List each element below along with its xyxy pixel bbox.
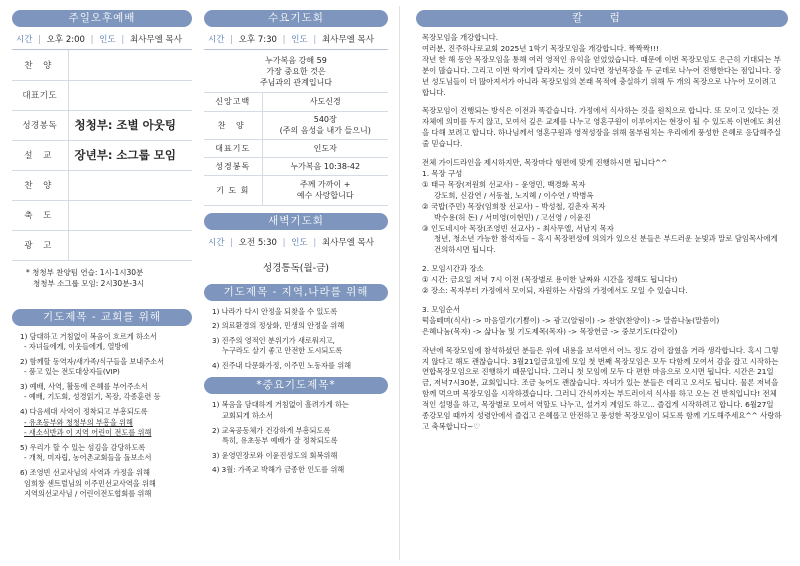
prayer-main: 3) 윤영민장로와 이윤진성도의 회복위해 xyxy=(212,450,338,460)
sermon-title-line: 주님과의 관계입니다 xyxy=(259,78,333,87)
order-row xyxy=(204,111,388,139)
order-row xyxy=(204,157,388,175)
column-body xyxy=(416,27,788,433)
sunday-service-title: 주일오후예배 xyxy=(12,10,192,27)
prayer-main: 4) 3월: 가족교 박해가 금종한 인도를 위해 xyxy=(212,465,345,475)
order-value: 사도신경 xyxy=(262,93,388,111)
order-key: 찬 양 xyxy=(12,50,68,80)
column-list-item: 강도희, 신감연 / 서동철, 노지혜 / 이수연 / 박병옥 xyxy=(434,190,594,200)
order-key: 찬 양 xyxy=(204,111,262,139)
sunday-time-row xyxy=(12,27,192,45)
column-list-item: 떡을떼며(식사) -> 마음열기(기쁨이) -> 광고(알림이) -> 찬양(찬양이) -> 말씀나눔(말씀이) xyxy=(422,315,720,325)
dawn-bible-reading: 성경통독(월-금) xyxy=(263,262,329,274)
order-row xyxy=(204,93,388,111)
prayer-sub: - 품고 있는 전도대상자들(VIP) xyxy=(24,367,120,377)
list-item xyxy=(20,443,188,464)
column-list-item: 청년, 청소년 가능한 참석자들 – 혹시 목장편성에 의의가 있으신 분들은 부드러운 눈빛과 말로 담임목사에게 건의하시면 됩니다. xyxy=(434,234,778,255)
order-key: 축 도 xyxy=(12,200,68,230)
prayer-main: 1) 나라가 다시 안정을 되찾을 수 있도록 xyxy=(212,306,338,316)
time-label: 시간 xyxy=(208,237,225,248)
dawn-time: 오전 5:30 xyxy=(238,237,277,248)
lead-label: 인도 xyxy=(291,237,308,248)
sunday-time: 오후 2:00 xyxy=(46,35,85,45)
church-prayer-list xyxy=(12,326,192,500)
column-list-item: 은혜나눔(목자) -> 삶나눔 및 기도제목(목자) -> 목장헌금 -> 중보기도(다같이) xyxy=(422,326,678,336)
order-key: 기 도 회 xyxy=(204,175,262,205)
column-title: 칼 럼 xyxy=(416,10,788,27)
prayer-main: 2) 교육공동체가 건강하게 부흥되도록 xyxy=(212,425,331,435)
column-article xyxy=(416,10,788,441)
order-key: 대표기도 xyxy=(204,139,262,157)
list-item xyxy=(212,465,384,476)
wednesday-service-title: 수요기도회 xyxy=(204,10,388,27)
order-row xyxy=(12,230,192,260)
dawn-leader: 최사무엘 목사 xyxy=(321,237,374,248)
lead-label: 인도 xyxy=(291,35,308,45)
list-item xyxy=(212,451,384,462)
wednesday-order-table xyxy=(204,93,388,206)
list-item xyxy=(20,407,188,439)
sunday-order-table xyxy=(12,50,192,261)
list-item xyxy=(20,332,188,353)
order-key: 광 고 xyxy=(12,230,68,260)
column-list-item: ③ 인도네시아 목장(조영빈 선교사) – 최사무엘, 서남지 목자 xyxy=(422,223,614,233)
prayer-main: 1) 복음을 담대하게 거침없이 흘려가게 하는 xyxy=(212,400,349,410)
prayer-sub: - 새소식반과 이 지역 어린이 전도를 위해 xyxy=(24,428,152,438)
order-key: 대표기도 xyxy=(12,80,68,110)
order-value: 청청부: 조별 아웃팅 xyxy=(68,110,192,140)
order-value: 누가복음 10:38-42 xyxy=(262,157,388,175)
order-key: 찬 양 xyxy=(12,170,68,200)
lead-label: 인도 xyxy=(99,35,116,45)
order-row xyxy=(204,139,388,157)
column-paragraph: 전체 가이드라인을 제시하지만, 목장마다 형편에 맞게 진행하시면 됩니다^^ xyxy=(422,158,668,168)
column-heading: 목장모임을 개강합니다. xyxy=(422,33,499,42)
order-value xyxy=(68,230,192,260)
column-list-item: ② 장소: 목자부터 가정에서 모이되, 자원하는 사람의 가정에서도 모일 수 있습니다. xyxy=(422,286,688,296)
note-line: * 청청부 찬양팀 연습: 1시-1시30분 xyxy=(26,267,144,277)
order-value xyxy=(262,111,388,139)
separator: | xyxy=(313,237,317,248)
order-row xyxy=(12,80,192,110)
separator: | xyxy=(282,237,286,248)
order-row xyxy=(12,50,192,80)
prayer-sub: 임희창 센트럴님의 이주민선교사역을 위해 xyxy=(24,478,156,488)
prayer-main: 6) 조영빈 선교사님의 사역과 가정을 위해 xyxy=(20,468,150,478)
column-list-item: ① 시간: 금요일 저녁 7시 이전 (목장별로 용이한 날짜와 시간을 정해도 됩니다!) xyxy=(422,275,678,285)
time-label: 시간 xyxy=(208,35,225,45)
nation-prayer-list xyxy=(204,301,388,372)
prayer-sub: 특히, 유초등부 예배가 잘 정착되도록 xyxy=(222,436,338,446)
column-list-heading: 2. 모임시간과 장소 xyxy=(422,264,484,274)
order-key: 설 교 xyxy=(12,140,68,170)
dawn-service-title: 새벽기도회 xyxy=(204,213,388,230)
prayer-main: 1) 담대하고 거침없이 복음이 흐르게 하소서 xyxy=(20,331,157,341)
order-key: 성경봉독 xyxy=(12,110,68,140)
middle-column xyxy=(204,10,388,480)
order-key: 성경봉독 xyxy=(204,157,262,175)
left-column xyxy=(12,10,192,504)
wednesday-time: 오후 7:30 xyxy=(238,35,277,45)
order-value xyxy=(68,80,192,110)
hymn-number: 540장 xyxy=(313,115,337,124)
prayer-main: 2) 함께할 동역자/새가족/식구들을 보내주소서 xyxy=(20,356,165,366)
column-list-heading: 1. 목장 구성 xyxy=(422,168,463,178)
column-paragraph: 목장모임이 진행되는 방식은 이전과 똑같습니다. 가정에서 식사하는 것을 원칙으로 합니다. 또 모이고 있다는 것 자체에 의미를 두지 않고, 모여서 깊은 교제를 나누고 영혼구원이 이루어지는 현장이 될 수 있도록 이번에도 최선을 다해 보려고 합니다. 하나님께서 영혼구원과 영적성장을 위해 몸부림치는 우리에게 풍성한 은혜로 응답해주실 줄 믿습니다. xyxy=(422,106,781,149)
prayer-main: 4) 다음세대 사역이 정착되고 부흥되도록 xyxy=(20,407,148,417)
order-row xyxy=(12,170,192,200)
prayer-song-line: 주께 가까이 + xyxy=(300,180,351,189)
separator: | xyxy=(282,35,286,45)
prayer-sub: - 개척, 미자립, 농어촌교회들을 돌보소서 xyxy=(24,453,152,463)
list-item xyxy=(20,357,188,378)
list-item xyxy=(212,307,384,318)
prayer-main: 5) 우리가 할 수 있는 섬김을 감당하도록 xyxy=(20,442,146,452)
separator: | xyxy=(121,35,125,45)
nation-prayer-title: 기도제목 - 지역,나라를 위해 xyxy=(204,284,388,301)
prayer-main: 3) 예배, 사역, 활동에 은혜를 부어주소서 xyxy=(20,381,148,391)
order-row xyxy=(12,140,192,170)
important-prayer-list xyxy=(204,394,388,476)
order-value: 인도자 xyxy=(262,139,388,157)
wednesday-leader: 최사무엘 목사 xyxy=(321,35,374,45)
column-paragraph: 작년 한 해 동안 목장모임을 통해 여러 영적인 유익을 얻었었습니다. 때문에 이번 목장모임도 은근히 기대되는 부분이 많습니다. 그리고 이번 학기에 달라지는 것이 있다면 장년목장을 두 군데로 나누어 진행한다는 점입니다. 장년 성도님들이 더 많아져서가 아니라 목장모임의 본래 목적에 충실하기 위해 두 개의 목장으로 나누어 모이려고 합니다. xyxy=(422,54,781,97)
prayer-sub: - 예배, 기도회, 성경읽기, 목장, 각종훈련 등 xyxy=(24,392,161,402)
separator: | xyxy=(230,35,234,45)
prayer-main: 2) 의료환경의 정상화, 민생의 안정을 위해 xyxy=(212,321,345,331)
list-item xyxy=(20,468,188,500)
list-item xyxy=(212,336,384,357)
prayer-sub: - 유초등부와 청청부의 부흥을 위해 xyxy=(24,417,133,427)
column-list-item: ② 국밥(주민) 목장(임희창 선교사) – 박성철, 김춘자 목자 xyxy=(422,201,606,211)
dawn-time-row xyxy=(204,230,388,248)
separator: | xyxy=(313,35,317,45)
column-list-item: ① 태극 목장(저원희 선교사) – 윤영민, 백경화 목자 xyxy=(422,179,586,189)
prayer-sub: 교회되게 하소서 xyxy=(222,411,273,421)
prayer-sub: 지역의선교사님 / 어린이전도협회를 위해 xyxy=(24,489,152,499)
order-value xyxy=(68,50,192,80)
prayer-song-line: 예수 사랑합니다 xyxy=(296,191,354,200)
list-item xyxy=(20,382,188,403)
wednesday-time-row xyxy=(204,27,388,45)
list-item xyxy=(212,426,384,447)
column-paragraph: 여러분, 진주하나로교회 2025년 1학기 목장모임을 개강합니다. 짝짝짝!!! xyxy=(422,43,659,53)
order-row xyxy=(204,175,388,205)
sunday-note xyxy=(12,261,192,289)
time-label: 시간 xyxy=(16,35,33,45)
order-value: 장년부: 소그룹 모임 xyxy=(68,140,192,170)
hymn-title: (주의 음성을 내가 들으니) xyxy=(279,126,371,135)
order-value xyxy=(68,200,192,230)
note-line: 청청부 소그룹 모임: 2시30분-3시 xyxy=(33,278,145,288)
separator: | xyxy=(38,35,42,45)
order-value xyxy=(68,170,192,200)
order-value xyxy=(262,175,388,205)
column-paragraph: 작년에 목장모임에 참석하셨던 분들은 위에 내용을 보셔면서 어느 정도 감이 잡혔을 거라 생각합니다. 혹시 그렇지 않다고 해도 괜찮습니다. 3월21일금요일에 모일 첫 번째 목장모임은 모두 다함께 모여서 감을 잡고 시작하는 연합목장모임으로 진행하기 때문입니다. 그러니 첫 모임에 모두 다 편한 마음으로 오시면 됩니다. 시간은 21일금, 저녁7시30분, 교회입니다. 조금 늦어도 괜찮습니다. 자녀가 있는 분들은 데리고 오셔도 됩니다. 물론 저녁을 함께 먹으며 목장모임을 시작하겠습니다. 그러니 간식까지는 부드러이셔 식사를 하고 오는 건 반칙입니다! 전체적인 설명을 하고, 목장별로 모여서 역할도 나누고, 설거지 계임도 하고... 즐겁게 시작하려고 합니다. 6월27일 종강모임 때까지 성령안에서 즐겁고 은혜롭고 안전하고 풍성한 목장모임이 되도록 함께 기도해주세요^^ 사랑하고 축복합니다~♡ xyxy=(422,345,782,431)
list-item xyxy=(212,361,384,372)
sermon-title-line: 가장 중요한 것은 xyxy=(266,67,326,76)
column-list-item: 박수용(허 돈) / 서미영(이현민) / 고선영 / 이윤진 xyxy=(434,212,591,222)
sermon-reference: 누가복음 강해 59 xyxy=(265,56,327,65)
list-item xyxy=(212,400,384,421)
page-fold-divider xyxy=(399,6,400,560)
separator: | xyxy=(90,35,94,45)
church-prayer-title: 기도제목 - 교회를 위해 xyxy=(12,309,192,326)
order-row xyxy=(12,200,192,230)
separator: | xyxy=(230,237,234,248)
prayer-main: 4) 진주내 다문화가정, 이주민 노동자를 위해 xyxy=(212,360,352,370)
prayer-sub: - 자녀들에게, 이웃들에게, 열방에 xyxy=(24,342,129,352)
sermon-block xyxy=(204,50,388,93)
prayer-main: 3) 진주의 영적인 분위기가 새로워지고, xyxy=(212,335,335,345)
prayer-sub: 누구라도 살기 좋고 안전한 도시되도록 xyxy=(222,346,343,356)
order-row xyxy=(12,110,192,140)
sunday-leader: 최사무엘 목사 xyxy=(129,35,182,45)
list-item xyxy=(212,321,384,332)
column-list-heading: 3. 모임순서 xyxy=(422,304,460,314)
important-prayer-title: *중요기도제목* xyxy=(204,377,388,394)
order-key: 신앙고백 xyxy=(204,93,262,111)
